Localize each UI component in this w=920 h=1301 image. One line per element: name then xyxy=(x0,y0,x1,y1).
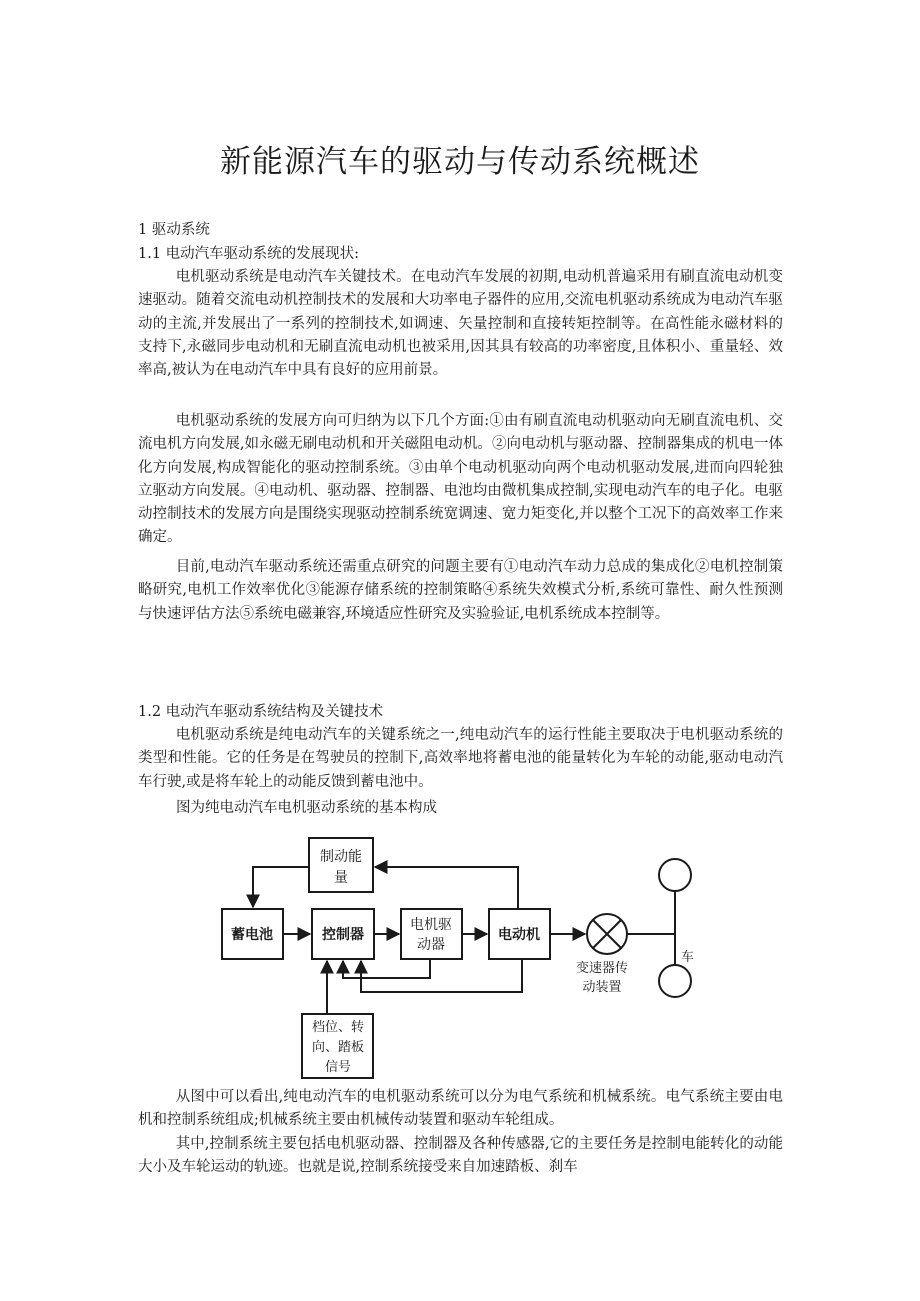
wheel-bottom xyxy=(659,965,691,997)
subsection-heading-structure: 1.2 电动汽车驱动系统结构及关键技术 xyxy=(138,704,384,720)
motor-driver-label-1: 电机驱 xyxy=(410,917,452,933)
paragraph-motor-drive-intro: 电机驱动系统是电动汽车关键技术。在电动汽车发展的初期,电动机普遍采用有刷直流电动机变速驱动。随着交流电动机控制技术的发展和大功率电子器件的应用,交流电机驱动系统成为电动汽车驱动的主流,并发展出了一系列的控制技术,如调速、矢量控制和直接转矩控制等。在高性能永磁材料的支持下,永磁同步电动机和无刷直流电动机也被采用,因其具有较高的功率密度,且体积小、重量轻、效率高,被认为在电动汽车中具有良好的应用前景。 xyxy=(138,269,783,379)
transmission-label-2: 动装置 xyxy=(582,980,622,995)
signals-label-1: 档位、转 xyxy=(311,1020,365,1035)
brake-energy-label-2: 量 xyxy=(334,870,348,886)
paragraph-key-system: 电机驱动系统是纯电动汽车的关键系统之一,纯电动汽车的运行性能主要取决于电机驱动系统的类型和性能。它的任务是在驾驶员的控制下,高效率地将蓄电池的能量转化为车轮的动能,驱动电动汽车行驶,或是将车轮上的动能反馈到蓄电池中。 xyxy=(138,727,783,790)
signals-label-2: 向、踏板 xyxy=(311,1040,365,1055)
motor-driver-label-2: 动器 xyxy=(417,937,445,953)
wheel-top xyxy=(659,859,691,891)
figure-caption: 图为纯电动汽车电机驱动系统的基本构成 xyxy=(176,800,437,816)
arrow-motor-feedback-controller xyxy=(361,959,522,992)
section-heading-drive-system: 1 驱动系统 xyxy=(138,222,210,238)
battery-label: 蓄电池 xyxy=(231,927,273,943)
wheel-label: 车 xyxy=(681,950,695,965)
brake-energy-label-1: 制动能 xyxy=(320,849,362,865)
arrow-driver-feedback-controller xyxy=(343,959,430,978)
arrow-brake-energy-battery xyxy=(253,867,309,907)
arrow-motor-brake-energy xyxy=(375,867,518,909)
transmission-label-1: 变速器传 xyxy=(575,961,629,976)
motor-label: 电动机 xyxy=(498,927,540,943)
paragraph-research-issues: 目前,电动汽车驱动系统还需重点研究的问题主要有①电动汽车动力总成的集成化②电机控制策略研究,电机工作效率优化③能源存储系统的控制策略④系统失效模式分析,系统可靠性、耐久性预测与快速评估方法⑤系统电磁兼容,环境适应性研究及实验验证,电机系统成本控制等。 xyxy=(138,559,783,622)
paragraph-figure-analysis: 从图中可以看出,纯电动汽车的电机驱动系统可以分为电气系统和机械系统。电气系统主要由电机和控制系统组成;机械系统主要由机械传动装置和驱动车轮组成。 xyxy=(138,1089,783,1129)
page-title: 新能源汽车的驱动与传动系统概述 xyxy=(220,144,700,180)
signals-label-3: 信号 xyxy=(324,1060,352,1075)
subsection-heading-development: 1.1 电动汽车驱动系统的发展现状: xyxy=(138,246,360,262)
paragraph-development-directions: 电机驱动系统的发展方向可归纳为以下几个方面:①由有刷直流电动机驱动向无刷直流电机、交流电机方向发展,如永磁无刷电动机和开关磁阻电动机。②向电动机与驱动器、控制器集成的机电一体化方向发展,构成智能化的驱动控制系统。③由单个电动机驱动向两个电动机驱动发展,进而向四轮独立驱动方向发展。④电动机、驱动器、控制器、电池均由微机集成控制,实现电动汽车的电子化。电驱动控制技术的发展方向是围绕实现驱动控制系统宽调速、宽力矩变化,并以整个工况下的高效率工作来确定。 xyxy=(138,413,783,546)
paragraph-control-system: 其中,控制系统主要包括电机驱动器、控制器及各种传感器,它的主要任务是控制电能转化的动能大小及车轮运动的轨迹。也就是说,控制系统接受来自加速踏板、刹车 xyxy=(138,1136,783,1176)
controller-label: 控制器 xyxy=(322,927,364,943)
